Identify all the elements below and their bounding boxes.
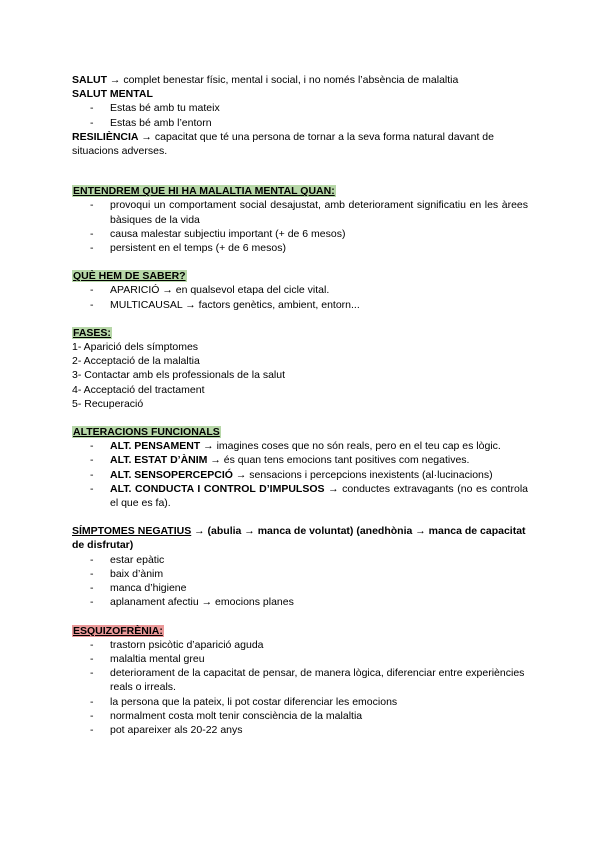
alteracio-text: → conductes extravagants (no es controla el que es fa). — [110, 482, 528, 510]
list-item: - la persona que la pateix, li pot costar diferenciar les emocions — [72, 695, 528, 709]
alteracio-text: → és quan tens emocions tant positives com negatives. — [207, 454, 470, 467]
simptomes-rest: → (abulia → manca de voluntat) (anedhònia → manca de capacitat de disfrutar) — [72, 525, 526, 552]
list-item: - Estas bé amb tu mateix — [72, 101, 528, 115]
entendrem-list — [72, 198, 528, 255]
alteracions-list — [72, 439, 528, 510]
entendrem-title: ENTENDREM QUE HI HA MALALTIA MENTAL QUAN: — [73, 185, 335, 198]
list-item — [72, 453, 528, 467]
fase-item: 1- Aparició dels símptomes — [72, 341, 199, 354]
alteracions-title: ALTERACIONS FUNCIONALS — [73, 426, 220, 439]
simptomes-list — [72, 553, 528, 610]
fase-item: 2- Acceptació de la malaltia — [72, 355, 200, 368]
saber-title: QUÈ HEM DE SABER? — [73, 270, 186, 283]
alteracio-term: ALT. PENSAMENT — [110, 440, 201, 453]
saber-heading — [72, 269, 528, 283]
simptomes-title: SÍMPTOMES NEGATIUS — [72, 525, 192, 538]
alteracio-text: → sensacions i percepcions inexistents (al·lucinacions) — [232, 468, 493, 481]
list-item: - deteriorament de la capacitat de pensar, de manera lògica, diferenciar entre experiències reals o irreals. — [72, 666, 528, 694]
list-item: - trastorn psicòtic d’aparició aguda — [72, 638, 528, 652]
list-item: - causa malestar subjectiu important (+ de 6 mesos) — [72, 227, 528, 241]
salut-line — [72, 73, 528, 87]
list-item: - provoqui un comportament social desajustat, amb deteriorament significatiu en les àrees bàsiques de la vida — [72, 198, 528, 226]
esquizofrenia-list — [72, 638, 528, 737]
fases-heading — [72, 326, 528, 340]
list-item — [72, 482, 528, 510]
list-item: - manca d’higiene — [72, 581, 528, 595]
entendrem-heading — [72, 184, 528, 198]
list-item: - normalment costa molt tenir consciència de la malaltia — [72, 709, 528, 723]
salut-mental-list — [72, 101, 528, 129]
list-item: - estar epàtic — [72, 553, 528, 567]
list-item: - baix d’ànim — [72, 567, 528, 581]
saber-list — [72, 283, 528, 311]
list-item: - persistent en el temps (+ de 6 mesos) — [72, 241, 528, 255]
list-item — [72, 468, 528, 482]
list-item — [72, 439, 528, 453]
list-item: - aplanament afectiu → emocions planes — [72, 595, 528, 609]
list-item: - pot apareixer als 20-22 anys — [72, 723, 528, 737]
fase-item: 3- Contactar amb els professionals de la salut — [72, 369, 286, 382]
list-item: - MULTICAUSAL → factors genètics, ambient, entorn... — [72, 298, 528, 312]
esquizofrenia-heading — [72, 624, 528, 638]
fase-item: 4- Acceptació del tractament — [72, 383, 205, 396]
alteracions-heading — [72, 425, 528, 439]
alteracio-term: ALT. CONDUCTA I CONTROL D’IMPULSOS — [110, 482, 325, 495]
esquizofrenia-title: ESQUIZOFRÈNIA: — [73, 624, 163, 637]
resiliencia-line — [72, 130, 528, 158]
resiliencia-term: RESILIÈNCIA — [72, 130, 139, 143]
alteracio-term: ALT. SENSOPERCEPCIÓ — [110, 468, 233, 481]
simptomes-heading — [72, 524, 528, 552]
resiliencia-def: → capacitat que té una persona de tornar a la seva forma natural davant de situacions adverses. — [72, 130, 494, 158]
list-item: - malaltia mental greu — [72, 652, 528, 666]
fase-item: 5- Recuperació — [72, 397, 144, 410]
fases-title: FASES: — [73, 326, 111, 339]
salut-def: → complet benestar físic, mental i social, i no només l’absència de malaltia — [107, 74, 459, 86]
alteracio-term: ALT. ESTAT D’ÀNIM — [110, 454, 208, 467]
salut-mental-title: SALUT MENTAL — [72, 88, 153, 101]
alteracio-text: → imagines coses que no són reals, pero en el teu cap es lògic. — [200, 440, 501, 453]
salut-term: SALUT — [72, 74, 107, 86]
list-item: - Estas bé amb l’entorn — [72, 116, 528, 130]
document-page — [72, 73, 528, 737]
list-item: - APARICIÓ → en qualsevol etapa del cicle vital. — [72, 283, 528, 297]
